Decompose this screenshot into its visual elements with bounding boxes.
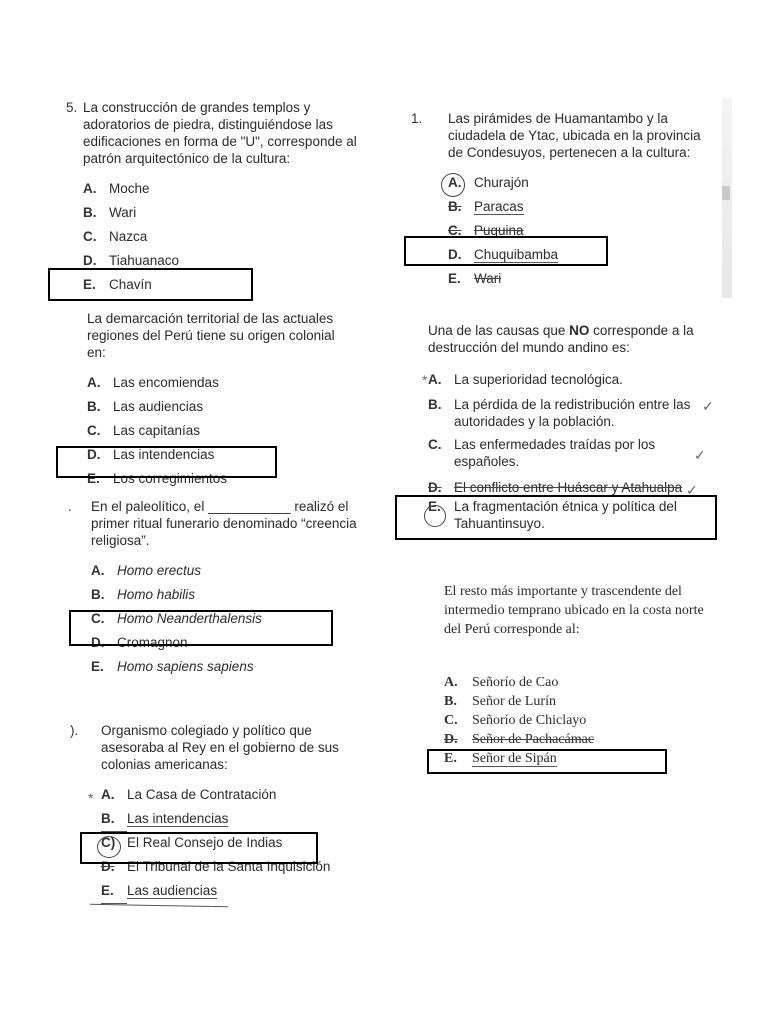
- options-list: [83, 177, 363, 297]
- option-a: A. La superioridad tecnológica.: [428, 372, 623, 387]
- question-stem: En el paleolítico, el ___________ realizó el primer ritual funerario denominado “creencia religiosa”.: [91, 499, 357, 548]
- option-a: A. Señorío de Cao: [444, 675, 559, 690]
- option-b: B. Las intendencias: [101, 807, 363, 831]
- question-culture-temples: [66, 99, 363, 297]
- option-a: A. Homo erectus: [91, 563, 202, 578]
- answer-circle-e: [424, 505, 446, 527]
- option-c: C. Las enfermedades traídas por los españoles.: [428, 437, 656, 469]
- question-stem: Una de las causas que NO corresponde a la destrucción del mundo andino es:: [428, 323, 694, 355]
- option-a: A. Churajón: [448, 175, 529, 190]
- option-d: D. Tiahuanaco: [83, 253, 180, 268]
- options-list: [87, 371, 357, 491]
- question-huamantambo: [411, 110, 716, 291]
- option-a: A. Las encomiendas: [87, 375, 219, 390]
- options-list: [444, 673, 716, 768]
- option-d: D. Las intendencias: [87, 447, 215, 462]
- question-number: .: [68, 499, 72, 514]
- option-b: B. Las audiencias: [87, 399, 204, 414]
- options-list: [101, 783, 363, 903]
- check-mark: ✓: [686, 482, 698, 498]
- option-b: B. Paracas: [448, 199, 524, 214]
- option-b: B. La pérdida de la redistribución entre las autoridades y la población.: [428, 397, 691, 429]
- option-e: E. Las audiencias: [101, 879, 363, 903]
- option-a: A. La Casa de Contratación: [101, 787, 277, 802]
- question-stem: El resto más importante y trascendente del intermedio temprano ubicado en la costa norte del Perú corresponde al:: [444, 584, 704, 637]
- option-d: D. El Tribunal de la Santa Inquisición: [101, 859, 331, 874]
- handwritten-underline: [90, 904, 228, 907]
- scan-mark: [722, 186, 730, 200]
- question-number: 1.: [411, 111, 423, 126]
- question-paleolithic-ritual: [68, 498, 373, 679]
- option-e: E. La fragmentación étnica y política del Tahuantinsuyo.: [428, 499, 677, 531]
- option-e: E. Wari: [448, 271, 502, 286]
- question-andean-world: [428, 322, 716, 534]
- question-colonial-council: [70, 722, 363, 903]
- option-c: C. Puquina: [448, 223, 524, 238]
- option-b: B. Homo habilis: [91, 587, 196, 602]
- star-mark: *: [422, 372, 428, 388]
- check-mark: ✓: [702, 398, 714, 414]
- question-stem: Las pirámides de Huamantambo y la ciudadela de Ytac, ubicada en la provincia de Condesuyos, pertenecen a la cultura:: [448, 111, 701, 160]
- answer-circle-a: [441, 173, 465, 197]
- question-stem: La demarcación territorial de las actuales regiones del Perú tiene su origen colonial en:: [87, 311, 335, 360]
- question-territorial-demarcation: [87, 310, 357, 491]
- option-b: B. Señor de Lurín: [444, 694, 556, 709]
- star-mark: *: [88, 790, 94, 806]
- options-list: [91, 559, 373, 679]
- option-a: A. Moche: [83, 181, 150, 196]
- option-d: D. Chuquibamba: [448, 247, 559, 262]
- question-stem: La construcción de grandes templos y adoratorios de piedra, distinguiéndose las edificaciones en forma de "U", corresponde al patrón arquitectónico de la cultura:: [83, 100, 357, 166]
- check-mark: ✓: [694, 447, 706, 463]
- option-c: C) El Real Consejo de Indias: [101, 835, 283, 850]
- options-list: [428, 368, 716, 534]
- question-number: ).: [70, 723, 79, 738]
- option-d: D. El conflicto entre Huáscar y Atahualpa: [428, 480, 683, 495]
- option-e: E. Los corregimientos: [87, 471, 228, 486]
- option-c: C. Señorío de Chiclayo: [444, 713, 587, 728]
- answer-circle-c: [97, 836, 121, 858]
- option-e: E. Señor de Sipán: [444, 751, 557, 766]
- option-d: D. Señor de Pachacámac: [444, 732, 595, 747]
- option-b: B. Wari: [83, 205, 137, 220]
- option-d: D. Cromagnon: [91, 635, 188, 650]
- question-intermediate-period: [444, 582, 716, 768]
- option-c: C. Las capitanías: [87, 423, 201, 438]
- options-list: [448, 171, 716, 291]
- question-stem: Organismo colegiado y político que asesoraba al Rey en el gobierno de sus colonias americanas:: [101, 723, 339, 772]
- option-e: E. Chavín: [83, 277, 152, 292]
- option-e: E. Homo sapiens sapiens: [91, 659, 254, 674]
- option-c: C. Nazca: [83, 229, 148, 244]
- option-c: C. Homo Neanderthalensis: [91, 611, 262, 626]
- question-number: 5.: [66, 100, 78, 115]
